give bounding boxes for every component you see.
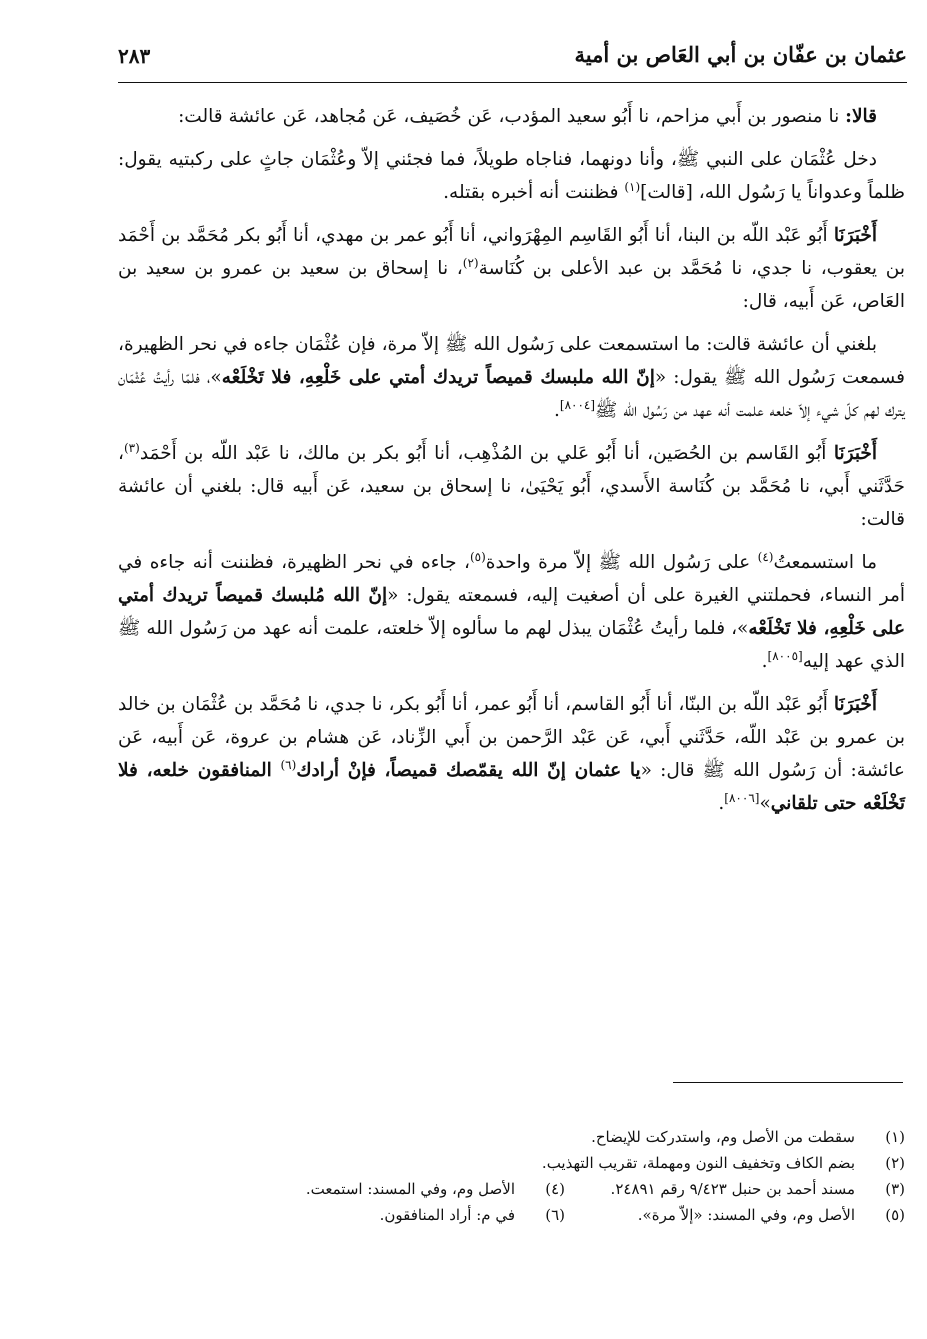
footnote-3 <box>605 1176 905 1202</box>
main-text <box>118 100 905 830</box>
paragraph-text: فظننت أنه أخبره بقتله. <box>443 182 625 203</box>
page-header <box>118 38 907 83</box>
footnote-2 <box>542 1150 905 1176</box>
footnote-row <box>118 1124 905 1150</box>
footnote-divider <box>673 1082 903 1083</box>
hadith-text: المنافقون خلعه، فلا تَخْلَعْه حتى تلقاني <box>118 760 905 814</box>
paragraph-text: دخل عُثْمَان على النبي ﷺ، وأنا دونهما، فناجاه طويلاً، فما فجئني إلاّ وعُثْمَان جاثٍ على ركبتيه يقول: ظلماً وعدواناً يا رَسُول الله، [قالت] <box>118 149 905 203</box>
footnote-row <box>118 1150 905 1176</box>
hadith-text: إنّ الله ملبسك قميصاً تريدك أمتي على خَلْعِهِ، فلا تَخْلَعْه <box>221 367 655 388</box>
footnote-marker[interactable]: (٥) <box>469 549 486 564</box>
footnote-text: بضم الكاف وتخفيف النون ومهملة، تقريب التهذيب. <box>541 1154 855 1172</box>
paragraph-lead: أَخْبَرَنَا <box>833 443 877 464</box>
paragraph-end: . <box>718 793 725 814</box>
hadith-text: يا عثمان إنّ الله يقمّصك قميصاً، فإنْ أرادك <box>296 760 641 781</box>
paragraph-text: أَبُو القَاسم بن الحُصَين، أنا أَبُو عَلي بن المُذْهِب، أنا أَبُو بكر بن مالك، نا عَبْد اللّه بن أَحْمَد <box>139 443 834 464</box>
footnote-marker[interactable]: (٦) <box>280 757 297 772</box>
footnote-6 <box>265 1202 565 1228</box>
footnote-text: مسند أحمد بن حنبل ٩/٤٢٣ رقم ٢٤٨٩١. <box>610 1180 855 1198</box>
hadith-reference: [٨٠٠٦] <box>724 790 760 805</box>
paragraph-5 <box>118 437 905 536</box>
footnote-marker[interactable]: (٤) <box>757 549 774 564</box>
footnotes <box>118 1124 905 1228</box>
footnote-number: (٢) <box>885 1154 905 1172</box>
footnote-text: الأصل وم، وفي المسند: استمعت. <box>305 1180 515 1198</box>
paragraph-text: » <box>759 793 771 814</box>
paragraph-text: على رَسُول الله ﷺ إلاّ مرة واحدة <box>485 552 758 573</box>
hadith-reference: [٨٠٠٤] <box>559 397 596 412</box>
paragraph-1 <box>118 100 905 133</box>
footnote-row <box>118 1176 905 1202</box>
paragraph-text: أَبُو عَبْد اللّه بن البنا، أنا أَبُو القَاسِم المِهْرَواني، أنا أَبُو عمر بن مهدي، أنا أَبُو بكر مُحَمَّد بن أَحْمَد بن يعقوب، نا جدي، نا مُحَمَّد بن عبد الأعلى بن كُنَاسة <box>118 225 905 279</box>
footnote-number: (٣) <box>885 1180 905 1198</box>
footnote-text: في م: أراد المنافقون. <box>379 1206 515 1224</box>
footnote-number: (١) <box>885 1128 905 1146</box>
paragraph-text: »، فلمّا رأيتُ عُثْمَان يترك لهم كلّ شيء إلاّ خلعه علمت أنه عهد من رَسُول الله ﷺ <box>118 367 905 421</box>
page-number: ٢٨٣ <box>118 44 151 68</box>
paragraph-2 <box>118 143 905 209</box>
hadith-text: إنّ الله مُلبسك قميصاً تريدك أمتي على خَلْعِهِ، فلا تَخْلَعْه <box>118 585 905 639</box>
footnote-5 <box>605 1202 905 1228</box>
footnote-1 <box>591 1124 905 1150</box>
paragraph-end: . <box>761 651 768 672</box>
running-title: عثمان بن عفّان بن أبي العَاص بن أمية <box>574 42 907 67</box>
paragraph-4 <box>118 328 905 427</box>
paragraph-lead: أَخْبَرَنَا <box>833 225 877 246</box>
paragraph-text: ما استسمعتُ <box>773 552 877 573</box>
footnote-marker[interactable]: (٣) <box>123 440 140 455</box>
footnote-number: (٦) <box>545 1206 565 1224</box>
paragraph-7 <box>118 688 905 820</box>
paragraph-6 <box>118 546 905 678</box>
footnote-text: سقطت من الأصل وم، واستدركت للإيضاح. <box>591 1128 855 1146</box>
paragraph-lead: قالا: <box>845 106 877 127</box>
paragraph-lead: أَخْبَرَنَا <box>833 694 877 715</box>
paragraph-text: بلغني أن عائشة قالت: ما استسمعت على رَسُول الله ﷺ إلاّ مرة، فإن عُثْمَان جاءه في نحر الظهيرة، فسمعت رَسُول الله ﷺ يقول: « <box>118 334 905 388</box>
paragraph-text: ، جاءه في نحر الظهيرة، فظننت أنه جاءه في أمر النساء، فحملتني الغيرة على أن أصغيت إليه، فسمعته يقول: « <box>118 552 906 606</box>
paragraph-text: ، حَدَّثَني أَبي، نا مُحَمَّد بن كُنَاسة الأَسدي، أَبُو يَحْيَىٰ، نا إسحاق بن سعيد، عَن أَبيه قال: بلغني أن عائشة قالت: <box>118 443 905 530</box>
footnote-4 <box>265 1176 565 1202</box>
footnote-marker[interactable]: (٢) <box>462 255 479 270</box>
footnote-marker[interactable]: (١) <box>624 179 641 194</box>
paragraph-text: »، فلما رأيتُ عُثْمَان يبذل لهم ما سألوه إلاّ خلعته، علمت أنه عهد من رَسُول الله ﷺ الذي عهد إليه <box>118 618 905 672</box>
hadith-reference: [٨٠٠٥] <box>767 648 803 663</box>
paragraph-end: . <box>554 400 560 421</box>
footnote-row <box>118 1202 905 1228</box>
paragraph-text: نا منصور بن أَبي مزاحم، نا أَبُو سعيد المؤدب، عَن خُصَيف، عَن مُجاهد، عَن عائشة قالت: <box>178 106 846 127</box>
footnote-text: الأصل وم، وفي المسند: «إلاّ مرة». <box>637 1206 855 1224</box>
paragraph-3 <box>118 219 905 318</box>
paragraph-text: ، نا إسحاق بن سعيد بن عمرو بن سعيد بن العَاص، عَن أَبيه، قال: <box>118 258 905 312</box>
footnote-number: (٥) <box>885 1206 905 1224</box>
paragraph-text: أَبُو عَبْد اللّه بن البنّا، أنا أَبُو القاسم، أنا أَبُو عمر، أنا أَبُو بكر، نا جدي، نا مُحَمَّد بن عُثْمَان بن خالد بن عمرو بن عَبْد اللّه، حَدَّثَني أَبي، عَن عَبْد الرَّحمن بن أَبي الزِّناد، عَن هشام بن عروة، عَن أَبيه، عَن عائشة: أن رَسُول الله ﷺ قال: « <box>118 694 905 781</box>
footnote-number: (٤) <box>545 1180 565 1198</box>
